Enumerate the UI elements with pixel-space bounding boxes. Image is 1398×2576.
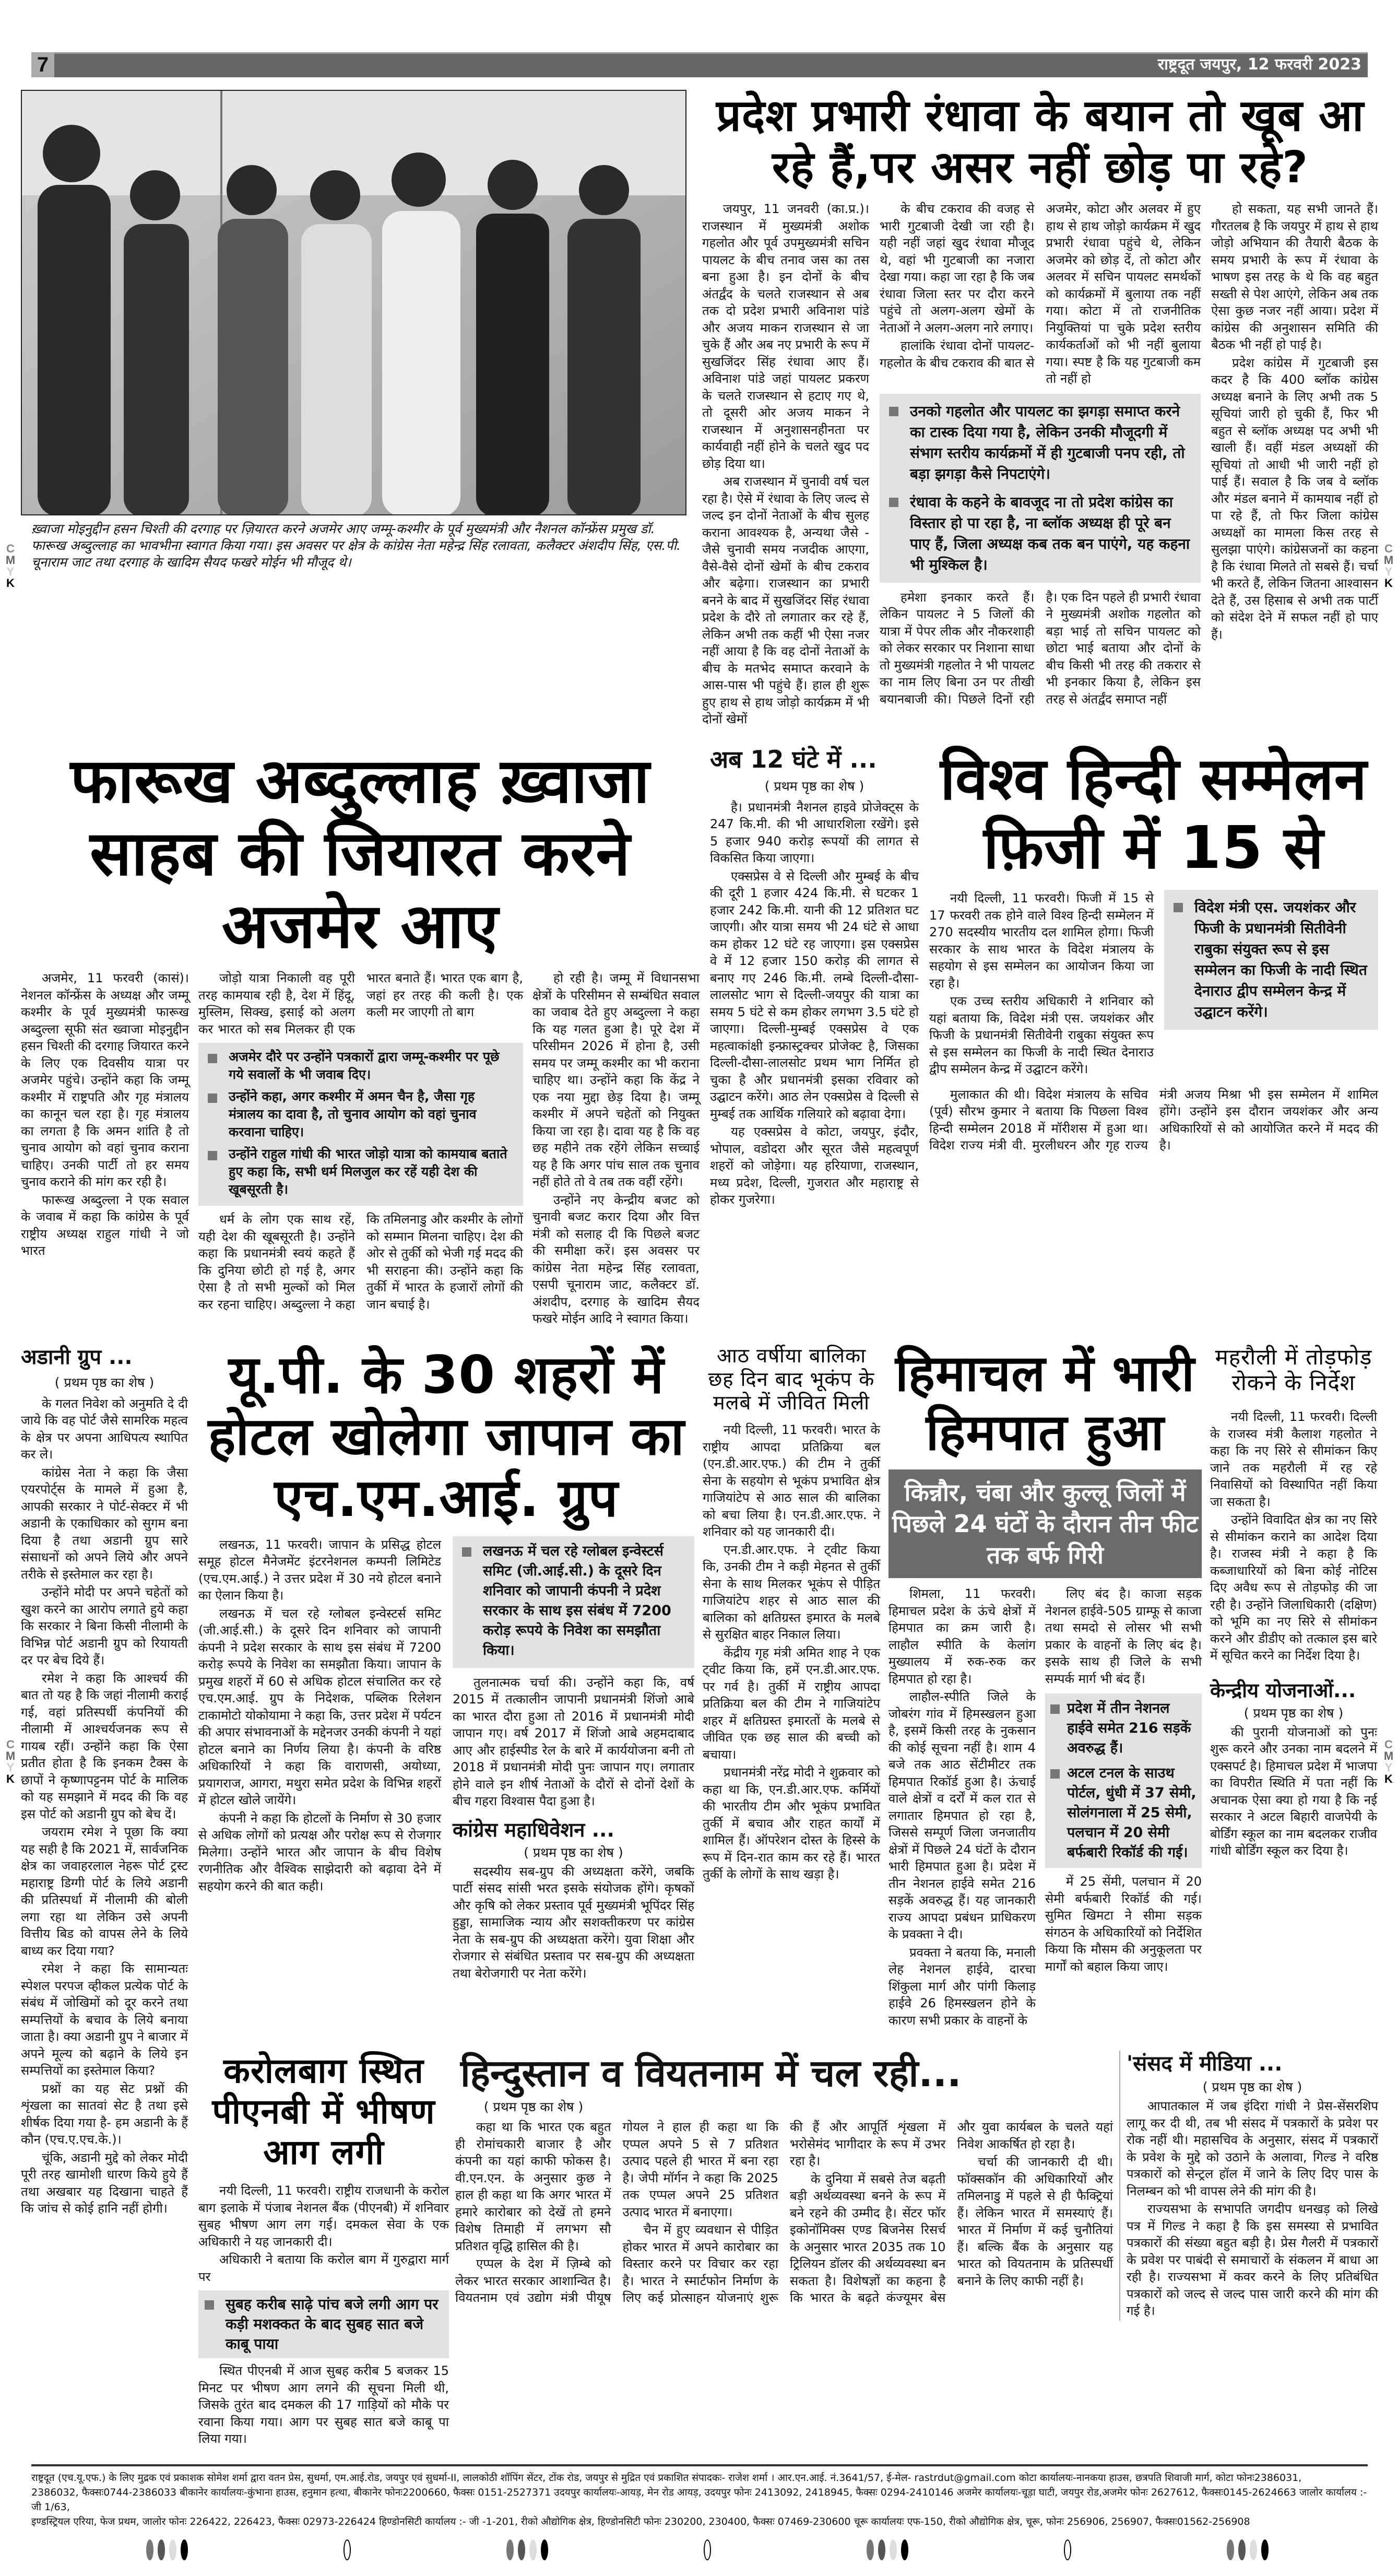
bullet-square-icon xyxy=(208,1054,217,1063)
row-second xyxy=(21,745,1378,1328)
cmyk-marks-left-bottom xyxy=(5,1739,16,1785)
crosshair-icon xyxy=(1064,2539,1071,2560)
headline-karolbagh: करोलबाग स्थित पीएनबी में भीषण आग लगी xyxy=(212,2051,435,2173)
farooq-mid-top xyxy=(198,970,523,1038)
article-paragraph: नयी दिल्ली, 11 फरवरी। दिल्ली के राजस्व मंत्री कैलाश गहलोत ने कहा कि नए सिरे से सीमांकन किए जाने तक महरौली में रह रहे निवासियों को विस्थापित नहीं किया जा सकता है। xyxy=(1210,1409,1377,1509)
continued-note: ( प्रथम पृष्ठ का शेष ) xyxy=(54,1374,155,1390)
randhawa-mid-bottom xyxy=(880,589,1201,709)
article-paragraph: उन्होंने मोदी पर अपने चहेतों को खुश करने का आरोप लगाते हुये कहा कि सरकार ने बिना किसी नीलामी के विभिन्न पोर्ट अडानी ग्रुप को रियायती दर पर बेच दिये हैं। xyxy=(21,1585,188,1668)
randhawa-mid xyxy=(880,201,1201,708)
cmyk-k: K xyxy=(1384,577,1393,590)
highlight-bullet xyxy=(208,1145,514,1198)
himachal-highlight-box xyxy=(1045,1693,1202,1868)
cmyk-m: M xyxy=(1383,554,1394,567)
article-paragraph: के गलत निवेश को अनुमति दे दी जाये कि वह पोर्ट जैसे सामरिक महत्व के क्षेत्र पर अपना आधिपत्य स्थापित कर ले। xyxy=(21,1396,188,1462)
cmyk-y: Y xyxy=(6,565,15,578)
article-paragraph: धर्म के लोग एक साथ रहें, यही देश की खूबसूरती है। उन्होंने कहा कि प्रधानमंत्री स्वयं कहते हैं कि दुनिया छोटी हो गई है, अगर ऐसा है तो सभी मुल्कों को मिल कर रहना चाहिए। अब्दुल्ला ने कहा कि तमिलनाडु और कश्मीर के लोगों को सम्मान मिलना चाहिए। देश की ओर से तुर्की को भेजी गई मदद की भी सराहना की। उन्होंने कहा कि तुर्की में भारत के हजारों लोगों की जान बचाई है। xyxy=(198,1212,523,1312)
article-paragraph: प्रधानमंत्री नरेंद्र मोदी ने शुक्रवार को कहा था कि, एन.डी.आर.एफ. कर्मियों की भारतीय टीम और भूकंप प्रभावित तुर्की में बचाव और राहत कार्यों में शामिल हैं। ऑपरेशन दोस्त के हिस्से के रूप में दिन-रात काम कर रहे हैं। भारत तुर्की के लोगों के साथ खड़ा है। xyxy=(703,1765,880,1882)
farooq-body xyxy=(21,970,700,1328)
randhawa-mid-top xyxy=(880,201,1201,387)
headline-randhawa: प्रदेश प्रभारी रंधावा के बयान तो खूब आ रहे हैं,पर असर नहीं छोड़ पा रहे? xyxy=(716,90,1364,193)
cmyk-marks-right xyxy=(1383,543,1394,589)
randhawa-col1 xyxy=(702,201,869,729)
randhawa-body xyxy=(702,201,1378,729)
article-paragraph: तुलनात्मक चर्चा की। उन्होंने कहा कि, वर्ष 2015 में तत्कालीन जापानी प्रधानमंत्री शिंजो आबे का भारत दौरा हुआ तो 2016 में प्रधानमंत्री मोदी जापान गए। वर्ष 2017 में शिंजो आबे अहमदाबाद आए और हाईस्पीड रेल के बारे में कार्ययोजना बनी तो 2018 में प्रधानमंत्री मोदी पुनः जापान गए। लगातार होने वाले इन शीर्ष नेताओं के दौरों से दोनों देशों के बीच गहरा विश्वास पैदा हुआ है। xyxy=(453,1675,694,1809)
headline-ab12: अब 12 घंटे में ... xyxy=(710,745,877,773)
up-right xyxy=(453,1674,694,1811)
article-paragraph: अब राजस्थान में चुनावी वर्ष चल रहा है। ऐसे में रंधावा के लिए जल्द से जल्द इन दोनों नेताओं के बीच सुलह कराना आवश्यक है, अन्यथा जैसे - जैसे चुनावी समय नजदीक आएगा, वैसे-वैसे दोनों खेमों के बीच टकराव और बढ़ेगा। राजस्थान का प्रभारी बनने के बाद में सुखजिंदर सिंह रंधावा प्रदेश के दौरे तो लगातार कर रहे हैं, लेकिन अभी तक कहीं भी ऐसा नजर नहीं आया है कि वह दोनों नेताओं के बीच के मतभेद समाप्त करवाने के आस-पास भी पहुंचे हैं। हाल ही शुरू हुए हाथ से हाथ जोड़ो कार्यक्रम में भी दोनों खेमों xyxy=(702,474,869,727)
article-paragraph: लखनऊ में चल रहे ग्लोबल इन्वेस्टर्स समिट (जी.आई.सी.) के दूसरे दिन शनिवार को जापानी कंपनी ने प्रदेश सरकार के साथ इस संबंध में 7200 करोड़ रूपये के निवेश का समझौता किया। जापान के प्रमुख शहरों में 60 से अधिक होटल संचालित कर रहे एच.एम.आई. ग्रुप के निदेशक, पब्लिक रिलेशन टाकामोटो योकोयामा ने कहा कि, उत्तर प्रदेश में पर्यटन की अपार संभावनाओं के मद्देनजर उनकी कंपनी ने यहां होटल बनाने का निर्णय लिया है। कंपनी के वरिष्ठ अधिकारियों ने कहा कि वाराणसी, अयोध्या, प्रयागराज, आगरा, मथुरा समेत प्रदेश के विभिन्न शहरों में होटल खोले जायेंगे। xyxy=(198,1606,441,1808)
row-bottom xyxy=(198,2051,1378,2448)
headline-vishwa-hindi: विश्व हिन्दी सम्मेलन फ़िजी में 15 से xyxy=(940,745,1367,882)
article-paragraph: लखनऊ, 11 फरवरी। जापान के प्रसिद्ध होटल समूह होटल मैनेजमेंट इंटरनेशनल कम्पनी लिमिटेड (एच.एम.आई.) ने उत्तर प्रदेश में 30 नये होटल बनाने का ऐलान किया है। xyxy=(198,1537,441,1603)
article-paragraph: नयी दिल्ली, 11 फरवरी। भारत के राष्ट्रीय आपदा प्रतिक्रिया बल (एन.डी.आर.एफ.) की टीम ने तुर्की सेना के सहयोग से भूकंप प्रभावित क्षेत्र गाजियांटेप से आठ साल की बालिका को बचा लिया है। एन.डी.आर.एफ. ने शनिवार को यह जानकारी दी। xyxy=(703,1422,880,1539)
farooq-article xyxy=(21,745,700,1328)
hv-article xyxy=(455,2051,1113,2307)
article-paragraph: रमेश ने कहा कि सामान्यतः स्पेशल परपज व्हीकल प्रत्येक पोर्ट के संबंध में जोखिमों को दूर करने तथा सम्पत्तियों के बचाव के लिये बनाया जाता है। क्या अडानी ग्रुप ने बाजार में अपने मूल्य को बढ़ाने के लिये इन सम्पत्तियों का इस्तेमाल किया? xyxy=(21,1961,188,2078)
farooq-col1 xyxy=(21,970,189,1261)
article-paragraph: हो सकता, यह सभी जानते हैं। गौरतलब है कि जयपुर में हाथ से हाथ जोड़ो अभियान की तैयारी बैठक के समय प्रभारी के रूप में रंधावा के भाषण इस तरह के थे कि वह बहुत सख्ती से पेश आएंगे, लेकिन अब तक ऐसा कुछ नजर नहीं आया। प्रदेश में कांग्रेस की अनुशासन समिति की बैठक भी नहीं हो पाई है। xyxy=(1211,202,1378,352)
bullet-square-icon xyxy=(889,407,898,416)
highlight-bullet xyxy=(889,492,1191,575)
article-paragraph: आपातकाल में जब इंदिरा गांधी ने प्रेस-सेंसरशिप लागू कर दी थी, तब भी संसद में पत्रकारों के प्रवेश पर रोक नहीं थी। महासचिव के अनुसार, संसद में पत्रकारों के प्रवेश के मुद्दे को उठाने के अलावा, गिल्ड ने वरिष्ठ पत्रकारों को सेन्ट्रल हॉल में जाने के लिए दिए पास के निलम्बन को भी वापस लेने की मांग की है। xyxy=(1127,2099,1378,2198)
article-paragraph: चर्चा की जानकारी दी थी। फॉक्सकॉन की अधिकारियों और तमिलनाडु में पहले से ही फैक्ट्रियां हैं। लेकिन भारत में समस्याएं हैं। भारत में निर्माण में कई चुनौतियां हैं। बल्कि बैंक के अनुसार यह भारत को वियतनाम के प्रतिस्पर्धी बनाने के लिए काफी नहीं है। xyxy=(957,2155,1113,2288)
article-paragraph: में 25 सेंमी, पलचान में 20 सेमी बर्फबारी रिकॉर्ड की गई। सुमित खिमटा ने सीमा सड़क संगठन के अधिकारियों को निर्देशित किया कि मौसम की अनुकूलता पर मार्गों को बहाल किया जाए। xyxy=(1045,1874,1202,1974)
highlight-bullet xyxy=(205,2295,443,2354)
article-paragraph: उन्होंने नए केन्द्रीय बजट को चुनावी बजट करार दिया और वित्त मंत्री को सलाह दी कि पिछले बजट की समीक्षा करें। इस अवसर पर कांग्रेस नेता महेन्द्र सिंह रलावता, एसपी चूनाराम जाट, कलैक्टर डॉ. अंशदीप, दरगाह के खादिम सैयद फखरे मोईन आदि ने स्वागत किया। xyxy=(532,1192,700,1326)
cmyk-m: M xyxy=(5,1749,16,1762)
randhawa-highlight-box xyxy=(880,394,1201,583)
himachal-body xyxy=(888,1585,1202,2030)
imprint-footer xyxy=(31,2471,1368,2529)
adani-body xyxy=(21,1395,188,2218)
crosshair-icon xyxy=(343,2539,351,2560)
highlight-bullet xyxy=(1050,1763,1196,1863)
article-paragraph: जयपुर, 11 जनवरी (का.प्र.)। राजस्थान में मुख्यमंत्री अशोक गहलोत और पूर्व उपमुख्यमंत्री सचिन पायलट के बीच तनाव जस का तस बना हुआ है। इन दोनों के बीच अंतर्द्वंद के चलते राजस्थान से अब तक दो प्रदेश प्रभारी अविनाश पांडे और अजय माकन राजस्थान से जा चुके हैं और अब नए प्रभारी के रूप में सुखजिंदर सिंह रंधावा आए हैं। अविनाश पांडे जहां पायलट प्रकरण के चलते राजस्थान से हटाए गए थे, तो दूसरी ओर अजय माकन ने राजस्थान में अनुशासनहीनता पर कार्यवाही नहीं होने के चलते खुद पद छोड़ दिया था। xyxy=(702,202,869,471)
headline-kendriya-yojanaon: केन्द्रीय योजनाओं... xyxy=(1210,1678,1356,1702)
color-bar xyxy=(1227,2539,1269,2560)
cmyk-y: Y xyxy=(1384,1761,1393,1774)
himachal-col2 xyxy=(1045,1585,1202,1976)
group-photo-image xyxy=(22,91,686,515)
hv-body xyxy=(455,2119,1113,2307)
article-paragraph: एक उच्च स्तरीय अधिकारी ने शनिवार को यहां बताया कि, विदेश मंत्री एस. जयशंकर और फिजी के प्रधानमंत्री सितीवेनी राबुका संयुक्त रूप से इस सम्मेलन का फिजी के नादी स्थित देनाराउ द्वीप सम्मेलन केन्द्र में उद्घाटन करेंगे। xyxy=(929,994,1154,1077)
article-paragraph: की पुरानी योजनाओं को पुनः शुरू करने और उनका नाम बदलने में एक्सपर्ट है। हिमाचल प्रदेश में भाजपा का विपरीत स्थिति में पता नहीं कि अचानक ऐसा क्या हो गया है कि नई सरकार ने अटल बिहारी वाजपेयी के बोर्डिंग स्कूल का नाम बदलकर राजीव गांधी बोर्डिंग स्कूल कर दिया है। xyxy=(1210,1724,1377,1859)
continued-note: ( प्रथम पृष्ठ का शेष ) xyxy=(524,1844,623,1860)
article-paragraph: यह एक्सप्रेस वे कोटा, जयपुर, इंदौर, भोपाल, वडोदरा और सूरत जैसे महत्वपूर्ण शहरों को जोड़ेगा। यह हरियाणा, राजस्थान, मध्य प्रदेश, दिल्ली, गुजरात और महाराष्ट्र से होकर गुजरेगा। xyxy=(710,1124,919,1207)
article-paragraph: राज्यसभा के सभापति जगदीप धनखड़ को लिखे पत्र में गिल्ड ने कहा है कि इस समस्या से प्रभावित पत्रकारों की संख्या बहुत बड़ी है। प्रेस गैलरी में पत्रकारों के प्रवेश पर पाबंदी से समाचारों के संकलन में बाधा आ रही है। राज्यसभा में कवर करने के लिए प्रतिबंधित पत्रकारों को जल्द से जल्द पास जारी करने की मांग की गई है। xyxy=(1127,2202,1378,2319)
article-paragraph: स्थित पीएनबी में आज सुबह करीब 5 बजकर 15 मिनट पर भीषण आग लगने की सूचना मिली थी, जिसके तुरंत बाद दमकल की 17 गाड़ियों को मौके पर रवाना किया गया। आग पर सुबह सात बजे काबू पा लिया गया। xyxy=(198,2363,449,2446)
photo-caption: ख़्वाजा मोइनुद्दीन हसन चिश्ती की दरगाह पर ज़ियारत करने अजमेर आए जम्मू-कश्मीर के पूर्व मुख्यमंत्री और नैशनल कॉन्फ्रेंस प्रमुख डॉ. फारूख अब्दुल्लाह का भावभीना स्वागत किया गया। इस अवसर पर क्षेत्र के कांग्रेस नेता महेन्द्र सिंह रलावता, कलैक्टर अंशदीप सिंह, एस.पी. चूनाराम जाट तथा दरगाह के खादिम सैयद फखरे मोईन भी मौजूद थे। xyxy=(31,521,681,570)
farooq-mid-bottom xyxy=(198,1211,523,1313)
cmyk-y: Y xyxy=(1384,565,1393,578)
cmyk-c: C xyxy=(1384,1738,1393,1751)
bullet-text: प्रदेश में तीन नेशनल हाईवे समेत 216 सड़कें अवरुद्ध हैं। xyxy=(1067,1700,1191,1757)
article-paragraph: चूंकि, अडानी मुद्दे को लेकर मोदी पूरी तरह खामोशी धारण किये हुये हैं तथा अखबार यह दिखाना चाहते हैं कि जांच से कोई हानि नहीं होगी। xyxy=(21,2150,188,2216)
congress-article xyxy=(453,1817,694,1983)
ab12-body xyxy=(710,799,919,1209)
cmyk-c: C xyxy=(6,542,15,555)
bullet-text: उनको गहलोत और पायलट का झगड़ा समाप्त करने का टास्क दिया गया है, लेकिन उनकी मौजूदगी में संभाग स्तरीय कार्यक्रमों में ही गुटबाजी पनप रही, तो बड़ा झगड़ा कैसे निपटाएंगे। xyxy=(910,402,1185,483)
highlight-bullet xyxy=(1050,1699,1196,1758)
up-right-column xyxy=(453,1536,694,1983)
article-paragraph: सदस्यीय सब-ग्रुप की अध्यक्षता करेंगे, जबकि पार्टी संसद सांसी भरत इसके संयोजक होंगे। कृषकों और कृषि को लेकर प्रस्ताव पूर्व मुख्यमंत्री भूपिंदर सिंह हुड्डा, सामाजिक न्याय और सशक्तीकरण पर कांग्रेस नेता के सब-ग्रुप की अध्यक्षता करेंगे। युवा शिक्षा और रोजगार से संबंधित प्रस्ताव पर सब-ग्रुप की अध्यक्षता तथा बेरोजगारी पर नेता करेंगे। xyxy=(453,1864,694,1981)
highlight-bullet xyxy=(1174,897,1369,1022)
headline-hindustan-vietnam: हिन्दुस्तान व वियतनाम में चल रही... xyxy=(460,2051,962,2096)
up-body xyxy=(198,1536,694,1983)
cmyk-k: K xyxy=(6,577,15,590)
headline-himachal: हिमाचल में भारी हिमपात हुआ xyxy=(895,1344,1195,1462)
highlight-bullet xyxy=(208,1048,514,1084)
sansad-article xyxy=(1119,2051,1378,2321)
article-paragraph: कहा था कि भारत एक बहुत ही रोमांचकारी बाजार है और कंपनी का यहां काफी फोकस है। वी.एन.एन. के अनुसार कुछ ने हाल ही कहा था कि अगर भारत में हमारे कारोबार को देखें तो हमने विशेष तिमाही में लगभग सौ प्रतिशत वृद्धि हासिल की है। xyxy=(455,2120,611,2253)
up-left xyxy=(198,1536,441,1896)
bullet-text: उन्होंने राहुल गांधी की भारत जोड़ो यात्रा को कामयाब बताते हुए कहा कि, सभी धर्म मिलजुल कर रहें यही देश की खूबसूरती है। xyxy=(229,1146,507,1197)
cmyk-m: M xyxy=(1383,1749,1394,1762)
karolbagh-highlight-box xyxy=(198,2290,449,2358)
farooq-col4 xyxy=(532,970,700,1328)
article-paragraph: जोड़ो यात्रा निकाली वह पूरी तरह कामयाब रही है, देश में हिंदू, मुस्लिम, सिक्ख, इसाई को अलग कर भारत को सब मिलकर ही एक भारत बनाते हैं। भारत एक बाग है, जहां हर तरह की कली है। एक कली मर जाएगी तो बाग xyxy=(198,971,523,1037)
continued-note: ( प्रथम पृष्ठ का शेष ) xyxy=(764,778,864,794)
article-paragraph: उन्होंने विवादित क्षेत्र का नए सिरे से सीमांकन कराने का आदेश दिया है। राजस्व मंत्री ने कहा है कि कब्जाधारियों को बिना कोई नोटिस दिए अवैध रूप से तोड़फोड़ की जा रही है। उन्होंने जिलाधिकारी (दक्षिण) को भूमि का नए सिरे से सीमांकन करने और डीडीए को तत्काल इस बारे में सूचित करने का निर्देश दिया है। xyxy=(1210,1512,1377,1663)
himachal-article xyxy=(888,1344,1202,2030)
karolbagh-article xyxy=(198,2051,449,2448)
bullet-square-icon xyxy=(462,1547,471,1557)
footer-rule xyxy=(31,2464,1368,2466)
vishwa-highlight-box xyxy=(1164,890,1378,1030)
bullet-square-icon xyxy=(208,1093,217,1103)
himachal-col2-bottom xyxy=(1045,1873,1202,1976)
mehrauli-article xyxy=(1210,1344,1377,1861)
headline-aath: आठ वर्षीया बालिका छह दिन बाद भूकंप के मलबे में जीवित मिली xyxy=(708,1344,875,1414)
article-paragraph: अजमेर, 11 फरवरी (कासं)। नेशनल कॉन्फ्रेंस के अध्यक्ष और जम्मू कश्मीर के पूर्व मुख्यमंत्री फारूख अब्दुल्ला सूफी संत ख्वाजा मोइनुद्दीन हसन चिश्ती की दरगाह जियारत करने के लिए एक दिवसीय यात्रा पर अजमेर पहुंचे। उन्होंने कहा कि जम्मू कश्मीर में राष्ट्रपति और गृह मंत्रालय का कानून चल रहा है। गृह मंत्रालय का लगता है कि अमन शांति है तो चुनाव आयोग को वहां चुनाव कराना चाहिए। उनकी पार्टी तो हर समय चुनाव कराने की मांग कर रही है। xyxy=(21,971,189,1190)
page-number: 7 xyxy=(31,52,54,77)
article-paragraph: शिमला, 11 फरवरी। हिमाचल प्रदेश के ऊंचे क्षेत्रों में हिमपात का क्रम जारी है। लाहौल स्पीति के केलांग मुख्यालय में रुक-रुक कर हिमपात हो रहा है। xyxy=(888,1586,1036,1686)
article-paragraph: एन.डी.आर.एफ. ने ट्वीट किया कि, उनकी टीम ने कड़ी मेहनत से तुर्की सेना के साथ मिलकर भूकंप से पीड़ित गाजियांटेप शहर से आठ साल की बालिका को क्षतिग्रस्त इमारत के मलबे से सुरक्षित बाहर निकाल लिया। xyxy=(703,1542,880,1642)
vishwa-left xyxy=(929,890,1154,1079)
article-paragraph: के दुनिया में सबसे तेज बढ़ती बड़ी अर्थव्यवस्था बनने के रूप में बने रहने की उम्मीद है। सेंटर फॉर इकोनॉमिक्स एण्ड बिजनेस रिसर्च के अनुसार भारत 2035 तक 10 ट्रिलियन डॉलर की अर्थव्यवस्था बन सकता है। विशेषज्ञों का कहना है कि भारत के बढ़ते कंज्यूमर बेस और युवा कार्यबल के चलते यहां निवेश आकर्षित हो रहा है। xyxy=(790,2120,1113,2306)
headline-congress: कांग्रेस महाधिवेशन ... xyxy=(453,1818,614,1841)
news-photo xyxy=(21,90,686,515)
cmyk-m: M xyxy=(5,554,16,567)
color-bar xyxy=(506,2539,548,2560)
article-paragraph: प्रवक्ता ने बतया कि, मनाली लेह नेशनल हाईवे, दारचा शिंकुला मार्ग और पांगी किलाड़ हाईवे 26 हिमस्खलन होने के कारण सभी प्रकार के वाहनों के xyxy=(888,1945,1036,2028)
karolbagh-body-after xyxy=(198,2362,449,2449)
headline-farooq: फारूख अब्दुल्लाह ख़्वाजा साहब की जियारत करने अजमेर आए xyxy=(70,744,650,962)
masthead-dateline: राष्ट्रदूत जयपुर, 12 फरवरी 2023 xyxy=(1157,55,1361,74)
himachal-subhead-box: किन्नौर, चंबा और कुल्लू जिलों में पिछले 24 घंटों के दौरान तीन फीट तक बर्फ गिरी xyxy=(888,1469,1202,1578)
vishwa-body xyxy=(929,890,1378,1079)
ab12-article xyxy=(710,745,919,1209)
himachal-col1 xyxy=(888,1585,1036,2030)
mehrauli-body xyxy=(1210,1408,1377,1665)
article-paragraph: कंपनी ने कहा कि होटलों के निर्माण से 30 हजार से अधिक लोगों को प्रत्यक्ष और परोक्ष रूप से रोजगार मिलेगा। उन्होंने भारत और जापान के बीच विशेष रणनीतिक और वैश्विक साझेदारी को बढ़ावा देने में सहयोग करने की बात कही। xyxy=(198,1810,441,1893)
continued-note: ( प्रथम पृष्ठ का शेष ) xyxy=(483,2099,584,2115)
bullet-square-icon xyxy=(205,2300,214,2310)
randhawa-col4 xyxy=(1211,201,1378,644)
aath-body xyxy=(703,1421,880,1884)
bullet-text: उन्होंने कहा, अगर कश्मीर में अमन चैन है, जैसा गृह मंत्रालय का दावा है, तो चुनाव आयोग को वहां चुनाव करवाना चाहिए। xyxy=(229,1089,477,1140)
article-paragraph: रमेश ने कहा कि आश्चर्य की बात तो यह है कि जहां नीलामी कराई गई, वहां प्रतिस्पर्धी कंपनियों की नीलामी में आश्चर्यजनक रूप से गायब रहीं। उन्होंने कहा कि ऐसा प्रतीत होता है कि इनकम टैक्स के छापों ने कृष्णापट्टनम पोर्ट के मालिक को यह समझाने में मदद की कि वह इस पोर्ट को अडानी ग्रुप को बेच दें। xyxy=(21,1671,188,1821)
article-paragraph: मुलाकात की थी। विदेश मंत्रालय के सचिव (पूर्व) सौरभ कुमार ने बताया कि पिछला विश्व हिन्दी सम्मेलन 2018 में मॉरीशस में हुआ था। विदेश राज्य मंत्री वी. मुरलीधरन और गृह राज्य मंत्री अजय मिश्रा भी इस सम्मेलन में शामिल होंगे। उन्होंने इस दौरान जयशंकर और अन्य अधिकारियों से को आयोजित करने में मदद की है। xyxy=(929,1087,1378,1153)
aath-article xyxy=(703,1344,880,1884)
article-paragraph: नयी दिल्ली, 11 फरवरी। फिजी में 15 से 17 फरवरी तक होने वाले विश्व हिन्दी सम्मेलन में 270 सदस्यीय भारतीय दल शामिल होगा। फिजी सरकार के साथ भारत के विदेश मंत्रालय के सहयोग से इस सम्मेलन का आयोजन किया जा रहा है। xyxy=(929,891,1154,991)
crosshair-icon xyxy=(704,2539,711,2560)
highlight-bullet xyxy=(208,1088,514,1141)
bullet-square-icon xyxy=(1050,1704,1060,1714)
bullet-text: लखनऊ में चल रहे ग्लोबल इन्वेस्टर्स समिट (जी.आई.सी.) के दूसरे दिन शनिवार को जापानी कंपनी ने प्रदेश सरकार के साथ इस संबंध में 7200 करोड़ रूपये के निवेश का समझौता किया। xyxy=(483,1543,671,1658)
himachal-col2-top xyxy=(1045,1585,1202,1688)
cmyk-c: C xyxy=(6,1738,15,1751)
bullet-square-icon xyxy=(1174,903,1183,912)
article-paragraph: एक्सप्रेस वे से दिल्ली और मुम्बई के बीच की दूरी 1 हजार 424 कि.मी. से घटकर 1 हजार 242 कि.मी. यानी की 12 प्रतिशत घट जाएगी। और यात्रा समय भी 24 घंटे से आधा कम होकर 12 घंटे रह जाएगा। इस एक्सप्रेस वे में 12 हजार 150 करोड़ की लागत से बनाए गए 246 कि.मी. लम्बे दिल्ली-दौसा-लालसोट भाग से दिल्ली-जयपुर की यात्रा का समय 5 घंटे से कम होकर लगभग 3.5 घंटे हो जाएगा। दिल्ली-मुम्बई एक्सप्रेस वे एक महत्वाकांक्षी इन्फ्रास्ट्रक्चर प्रोजेक्ट है, जिसका दिल्ली-दौसा-लालसोट प्रथम भाग निर्मित हो चुका है और प्रधानमंत्री इसका रविवार को उद्घाटन करेंगे। आठ लेन एक्सप्रेस वे दिल्ली से मुम्बई तक आर्थिक गलियारे को बढ़ावा देगा। xyxy=(710,868,919,1121)
color-bar xyxy=(867,2539,908,2560)
bullet-text: सुबह करीब साढ़े पांच बजे लगी आग पर कड़ी मशक्कत के बाद सुबह सात बजे काबू पाया xyxy=(226,2296,439,2353)
headline-up-hotels: यू.पी. के 30 शहरों में होटल खोलेगा जापान का एच.एम.आई. ग्रुप xyxy=(208,1344,685,1528)
cmyk-marks-left xyxy=(5,543,16,589)
newspaper-page xyxy=(21,0,1378,2560)
article-paragraph: प्रश्नों का यह सेट प्रश्नों की शृंखला का सातवां सेट है तथा इसे शीर्षक दिया गया है- हम अडानी के हैं कौन (एच.ए.एच.के.)। xyxy=(21,2081,188,2147)
row-third xyxy=(198,1344,1378,2030)
bullet-text: अटल टनल के साउथ पोर्टल, धुंधी में 37 सेमी, सोलंगनाला में 25 सेमी, पलचान में 20 सेमी बर्फबारी रिकॉर्ड की गई। xyxy=(1067,1765,1196,1861)
vishwa-article xyxy=(929,745,1378,1155)
article-paragraph: हालांकि रंधावा दोनों पायलट-गहलोत के बीच टकराव की बात से अजमेर, कोटा और अलवर में हुए हाथ से हाथ जोड़ो कार्यक्रम में खुद प्रभारी रंधावा पहुंचे थे, लेकिन अजमेर को छोड़ दें, तो कोटा और अलवर में सचिन पायलट समर्थकों को कार्यक्रमों में बुलाया तक नहीं गया। कोटा में तो राजनीतिक नियुक्तियां पा चुके प्रदेश स्तरीय कार्यकर्ताओं को भी नहीं बुलाया गया। स्पष्ट है कि यह गुटबाजी कम तो नहीं हो xyxy=(880,202,1201,386)
congress-body xyxy=(453,1863,694,1983)
highlight-bullet xyxy=(462,1542,685,1661)
bullet-square-icon xyxy=(889,498,898,507)
headline-adani: अडानी ग्रुप ... xyxy=(21,1345,133,1369)
cmyk-k: K xyxy=(1384,1772,1393,1785)
continued-note: ( प्रथम पृष्ठ का शेष ) xyxy=(1243,1705,1344,1721)
bullet-square-icon xyxy=(208,1151,217,1160)
article-paragraph: केंद्रीय गृह मंत्री अमित शाह ने एक ट्वीट किया कि, हमें एन.डी.आर.एफ. पर गर्व है। तुर्की में राष्ट्रीय आपदा प्रतिक्रिया बल की टीम ने गाजियांटेप शहर में क्षतिग्रस्त इमारतों के मलबे से जीवित एक छह साल की बच्ची को बचाया। xyxy=(703,1645,880,1762)
article-paragraph: अधिकारी ने बताया कि करोल बाग में गुरुद्वारा मार्ग पर xyxy=(198,2252,449,2284)
row-lower xyxy=(21,1344,1378,2449)
highlight-bullet xyxy=(889,401,1191,485)
row-top xyxy=(21,90,1378,729)
article-paragraph: एप्पल के देश में ज़िम्बे को लेकर भारत सरकार आशान्वित है। वियतनाम एवं उद्योग मंत्री पीयूष गोयल ने हाल ही कहा था कि एप्पल अपने 5 से 7 प्रतिशत उत्पाद पहले ही भारत में बना रहा है। जेपी मॉर्गन ने कहा कि 2025 तक एप्पल अपने 25 प्रतिशत उत्पाद भारत में बनाएगा। xyxy=(455,2120,778,2306)
up-highlight-box xyxy=(453,1536,694,1668)
article-paragraph: जयराम रमेश ने पूछा कि क्या यह सही है कि 2021 में, सार्वजनिक क्षेत्र का जवाहरलाल नेहरू पोर्ट ट्रस्ट महाराष्ट्र डिग्गी पोर्ट के लिये अडानी की प्रतिस्पर्धा में नीलामी की बोली लगा रहा था लेकिन उसे अपनी वित्तीय बिड को वापस लेने के लिये बाध्य कर दिया गया? xyxy=(21,1825,188,1958)
cmyk-marks-right-bottom xyxy=(1383,1739,1394,1785)
imprint-line: राष्ट्रदूत (एच.यू.एफ.) के लिए मुद्रक एवं प्रकाशक सोमेश शर्मा द्वारा वतन प्रेस, सुधर्मा, एम.आई.रोड, जयपुर एवं सुधर्मा-II, लालकोठी शॉपिंग सेंटर, टोंक रोड, जयपुर से मुद्रित एवं प्रकाशित संपादकः- राजेश शर्मा । आर.एन.आई. नं.3641/57, ई-मेल- rastrdut@gmail.com कोटा कार्यालयः-नानकया हाउस, छत्रपति शिवाजी मार्ग, कोटा फोनः2386031, xyxy=(31,2472,1302,2484)
farooq-mid xyxy=(198,970,523,1313)
color-bar xyxy=(146,2539,188,2560)
imprint-line: 2386032, फैक्सः0744-2386033 बीकानेर कार्यालयः-कुंभाना हाउस, हनुमान हत्था, बीकानेर फोनः2200660, फैक्सः 0151-2527371 उदयपुर कार्यालयः-आयड़, मेन रोड आयड़, उदयपुर फोनः 2413092, 2418945, फैक्सः 0294-2410146 अजमेर कार्यालयः-चूड़ा घाटी, जयपुर रोड,अजमेर फोनः 2627612, फैक्सः0145-2624663 जालोर कार्यालय :- जी 1/63, xyxy=(31,2486,1367,2513)
article-paragraph: लाहौल-स्पीति जिले के जोबरंग गांव में हिमस्खलन हुआ है, इसमें किसी तरह के नुकसान की कोई सूचना नहीं है। शाम 4 बजे तक आठ सेंटीमीटर तक हिमपात रिकॉर्ड हुआ है। ऊंचाई वाले क्षेत्रों व दर्रों में कल रात से लगातार हिमपात हो रहा है, जिससे सम्पूर्ण जिला जनजातीय क्षेत्रों में पिछले 24 घंटों के दौरान भारी हिमपात हुआ है। प्रदेश में तीन नेशनल हाईवे समेत 216 सड़कें अवरुद्ध हैं। यह जानकारी राज्य आपदा प्रबंधन प्राधिकरण के प्रवक्ता ने दी। xyxy=(888,1689,1036,1942)
cmyk-c: C xyxy=(1384,542,1393,555)
cmyk-k: K xyxy=(6,1772,15,1785)
article-paragraph: कांग्रेस नेता ने कहा कि जैसा एयरपोर्ट्स के मामले में हुआ है, आपकी सरकार ने पोर्ट-सेक्टर में भी अडानी के एकाधिकार को सुगम बना दिया है तथा अडानी ग्रुप सारे संसाधनों को अपने लिये और अपने तरीके से इस्तेमाल कर रहा है। xyxy=(21,1465,188,1582)
article-paragraph: के बीच टकराव की वजह से भारी गुटबाजी देखी जा रही है। यही नहीं जहां खुद रंधावा मौजूद थे, वहां भी गुटबाजी का नजारा देखा गया। कहा जा रहा है कि जब रंधावा जिला स्तर पर दौरा करने पहुंचे तो अलग-अलग खेमों के नेताओं ने अलग-अलग नारे लगाए। xyxy=(880,202,1035,335)
cmyk-y: Y xyxy=(6,1761,15,1774)
article-paragraph: चैन में हुए व्यवधान से पीड़ित होकर भारत में अपने कारोबार का विस्तार करने पर विचार कर रहा है। भारत ने स्मार्टफोन निर्माण के लिए कई प्रोत्साहन योजनाएं शुरू की हैं और आपूर्ति शृंखला में भरोसेमंद भागीदार के रूप में उभर रहा है। xyxy=(622,2120,946,2306)
article-paragraph: है। प्रधानमंत्री नैशनल हाइवे प्रोजेक्ट्स के 247 कि.मी. की भी आधारशिला रखेंगे। इसे 5 हजार 940 करोड़ रूपयों की लागत से विकसित किया जाएगा। xyxy=(710,799,919,866)
kendriya-body xyxy=(1210,1724,1377,1861)
lower-right-area xyxy=(198,1344,1378,2449)
article-paragraph: हमेशा इनकार करते हैं। लेकिन पायलट ने 5 जिलों की यात्रा में पेपर लीक और नौकरशाही को लेकर सरकार पर निशाना साधा तो मुख्यमंत्री गहलोत ने भी पायलट का नाम लिए बिना उन पर तीखी बयानबाजी की। पिछले दिनों रही है। एक दिन पहले ही प्रभारी रंधावा ने मुख्यमंत्री अशोक गहलोत को बड़ा भाई तो सचिन पायलट को छोटा भाई बताया और दोनों के बीच किसी भी तरह की तकरार से भी इनकार किया है, लेकिन इस तरह से अंतर्द्वंद समाप्त नहीं xyxy=(880,590,1201,707)
farooq-highlight-box xyxy=(198,1043,523,1206)
photo-block xyxy=(21,90,686,571)
vishwa-bottom xyxy=(929,1086,1378,1155)
headline-sansad: 'संसद में मीडिया ... xyxy=(1127,2052,1283,2076)
bullet-square-icon xyxy=(1050,1769,1060,1779)
sansad-body xyxy=(1127,2098,1378,2321)
randhawa-article xyxy=(702,90,1378,729)
article-paragraph: हो रही है। जम्मू में विधानसभा क्षेत्रों के परिसीमन से सम्बंधित सवाल का जवाब देते हुए अब्दुल्ला ने कहा कि यह गलत हुआ है। पूरे देश में परिसीमन 2026 में होना है, उसी समय पर जम्मू कश्मीर का भी कराना चाहिए था। उन्होंने कहा कि केंद्र ने एक नया मुद्दा छेड़ दिया है। जम्मू कश्मीर में अपने चहेतों को नियुक्त किया जा रहा है। दावा यह है कि वह छह महीने तक रहेंगे लेकिन सच्चाई यह है कि अगर पांच साल तक चुनाव नहीं होते तो वे तब तक वहीं रहेंगे। xyxy=(532,971,700,1190)
headline-mehrauli: महरौली में तोड़फोड़ रोकने के निर्देश xyxy=(1215,1344,1372,1396)
adani-article xyxy=(21,1344,188,2218)
article-paragraph: नयी दिल्ली, 11 फरवरी। राष्ट्रीय राजधानी के करोल बाग इलाके में पंजाब नेशनल बैंक (पीएनबी) में शनिवार सुबह भीषण आग लग गई। दमकल सेवा के एक अधिकारी ने यह जानकारी दी। xyxy=(198,2183,449,2249)
article-paragraph: लिए बंद है। काजा सड़क नेशनल हाईवे-505 ग्राम्फू से काजा तथा समदो से लोसर भी सभी प्रकार के वाहनों के लिए बंद है। इसके साथ ही जिले के सभी सम्पर्क मार्ग भी बंद हैं। xyxy=(1045,1586,1202,1686)
bullet-text: रंधावा के कहने के बावजूद ना तो प्रदेश कांग्रेस का विस्तार हो पा रहा है, ना ब्लॉक अध्यक्ष ही पूरे बन पाए हैं, जिला अध्यक्ष कब तक बन पाएंगे, यह कहना भी मुश्किल है। xyxy=(910,493,1190,573)
continued-note: ( प्रथम पृष्ठ का शेष ) xyxy=(1202,2079,1302,2095)
bullet-text: विदेश मंत्री एस. जयशंकर और फिजी के प्रधानमंत्री सितीवेनी राबुका संयुक्त रूप से इस सम्मेलन का फिजी के नादी स्थित देनाराउ द्वीप सम्मेलन केन्द्र में उद्घाटन करेंगे। xyxy=(1194,899,1367,1021)
imprint-line: इण्डस्ट्रियल एरिया, फेज प्रथम, जालोर फोनः 226422, 226423, फैक्सः 02973-226424 हिण्डोनसिटी कार्यालय :- जी -1-201, रीको औद्योगिक क्षेत्र, हिण्डोनसिटी फोनः 230200, 230400, फैक्सः 07469-230600 चूरू कार्यालयः एफ-150, रीको औद्योगिक क्षेत्र, चूरू, फोनः 256906, 256907, फैक्सः01562-256908 xyxy=(31,2515,1250,2527)
karolbagh-body xyxy=(198,2182,449,2286)
article-paragraph: फारूख अब्दुल्ला ने एक सवाल के जवाब में कहा कि कांग्रेस के पूर्व राष्ट्रीय अध्यक्ष राहुल गांधी ने जो भारत xyxy=(21,1192,189,1258)
up-article xyxy=(198,1344,694,1983)
article-paragraph: प्रदेश कांग्रेस में गुटबाजी इस कदर है कि 400 ब्लॉक कांग्रेस अध्यक्ष बनाने के लिए अभी तक 5 सूचियां जारी हो चुकी हैं, फिर भी बहुत से ब्लॉक अध्यक्ष पद अभी भी खाली हैं। वहीं मंडल अध्यक्षों की सूचियां तो आधी भी जारी नहीं हो पाई हैं। सवाल है कि जब वे ब्लॉक और मंडल बनाने में कामयाब नहीं हो पा रहे हैं, तो फिर जिला कांग्रेस अध्यक्षों का मामला किस तरह से सुलझा पाएंगे। कांग्रेसजनों का कहना है कि रंधावा मिलते तो सबसे हैं। चर्चा भी करते हैं, लेकिन जितना आश्वासन देते हैं, उस हिसाब से अभी तक पार्टी को संदेश देने में सफल नहीं हो पाए हैं। xyxy=(1211,355,1378,642)
registration-marks xyxy=(146,2539,1269,2560)
bullet-text: अजमेर दौरे पर उन्होंने पत्रकारों द्वारा जम्मू-कश्मीर पर पूछे गये सवालों के भी जवाब दिए। xyxy=(229,1049,500,1083)
